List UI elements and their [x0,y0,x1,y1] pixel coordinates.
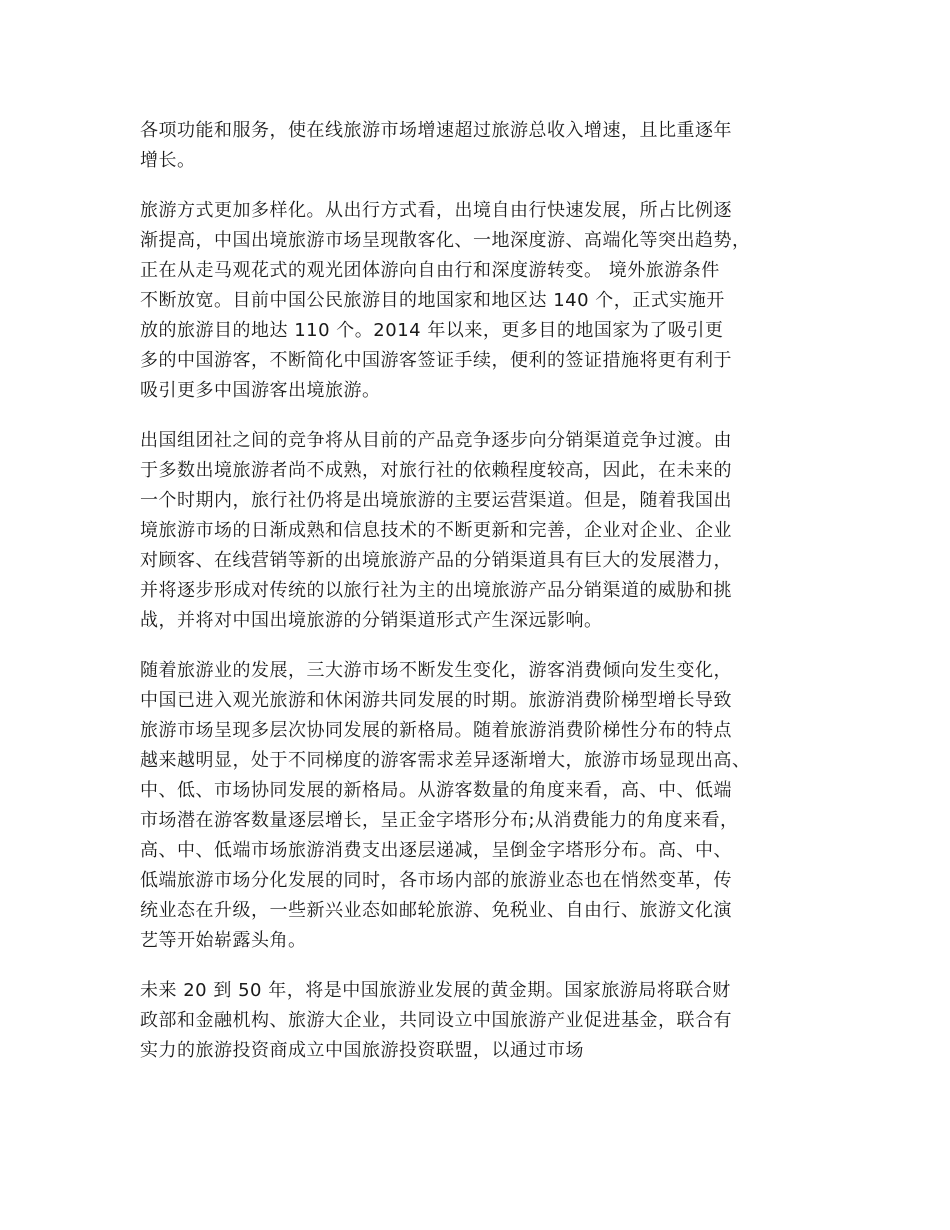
text-line: 实力的旅游投资商成立中国旅游投资联盟，以通过市场 [140,1040,584,1061]
text-line: 多的中国游客，不断简化中国游客签证手续，便利的签证措施将更有利于 [140,350,732,371]
text-line: 随着旅游业的发展，三大游市场不断发生变化，游客消费倾向发生变化， [140,660,732,681]
text-line: 正在从走马观花式的观光团体游向自由行和深度游转变。 境外旅游条件 [140,260,720,281]
text-line: 对顾客、在线营销等新的出境旅游产品的分销渠道具有巨大的发展潜力， [140,550,732,571]
text-line: 渐提高，中国出境旅游市场呈现散客化、一地深度游、高端化等突出趋势， [140,230,751,251]
document-body [140,116,830,1086]
text-line: 增长。 [140,150,196,171]
paragraph-1 [140,116,830,176]
text-line: 出国组团社之间的竞争将从目前的产品竞争逐步向分销渠道竞争过渡。由 [140,430,732,451]
text-line: 战，并将对中国出境旅游的分销渠道形式产生深远影响。 [140,610,603,631]
text-line: 各项功能和服务，使在线旅游市场增速超过旅游总收入增速，且比重逐年 [140,120,732,141]
text-line: 不断放宽。目前中国公民旅游目的地国家和地区达 140 个，正式实施开 [140,290,725,311]
text-line: 旅游方式更加多样化。从出行方式看，出境自由行快速发展，所占比例逐 [140,200,732,221]
text-line: 并将逐步形成对传统的以旅行社为主的出境旅游产品分销渠道的威胁和挑 [140,580,732,601]
text-line: 政部和金融机构、旅游大企业，共同设立中国旅游产业促进基金，联合有 [140,1010,732,1031]
text-line: 低端旅游市场分化发展的同时，各市场内部的旅游业态也在悄然变革，传 [140,870,732,891]
text-line: 中、低、市场协同发展的新格局。从游客数量的角度来看，高、中、低端 [140,780,732,801]
text-line: 一个时期内，旅行社仍将是出境旅游的主要运营渠道。但是，随着我国出 [140,490,732,511]
paragraph-2 [140,196,830,406]
text-line: 于多数出境旅游者尚不成熟，对旅行社的依赖程度较高，因此，在未来的 [140,460,732,481]
paragraph-5 [140,976,830,1066]
paragraph-4 [140,656,830,956]
text-line: 高、中、低端市场旅游消费支出逐层递减，呈倒金字塔形分布。高、中、 [140,840,732,861]
text-line: 旅游市场呈现多层次协同发展的新格局。随着旅游消费阶梯性分布的特点 [140,720,732,741]
text-line: 未来 20 到 50 年，将是中国旅游业发展的黄金期。国家旅游局将联合财 [140,980,731,1001]
text-line: 艺等开始崭露头角。 [140,930,307,951]
paragraph-3 [140,426,830,636]
text-line: 统业态在升级，一些新兴业态如邮轮旅游、免税业、自由行、旅游文化演 [140,900,732,921]
text-line: 放的旅游目的地达 110 个。2014 年以来，更多目的地国家为了吸引更 [140,320,724,341]
text-line: 中国已进入观光旅游和休闲游共同发展的时期。旅游消费阶梯型增长导致 [140,690,732,711]
text-line: 境旅游市场的日渐成熟和信息技术的不断更新和完善，企业对企业、企业 [140,520,732,541]
text-line: 市场潜在游客数量逐层增长，呈正金字塔形分布;从消费能力的角度来看， [140,810,739,831]
text-line: 吸引更多中国游客出境旅游。 [140,380,381,401]
text-line: 越来越明显，处于不同梯度的游客需求差异逐渐增大，旅游市场显现出高、 [140,750,751,771]
